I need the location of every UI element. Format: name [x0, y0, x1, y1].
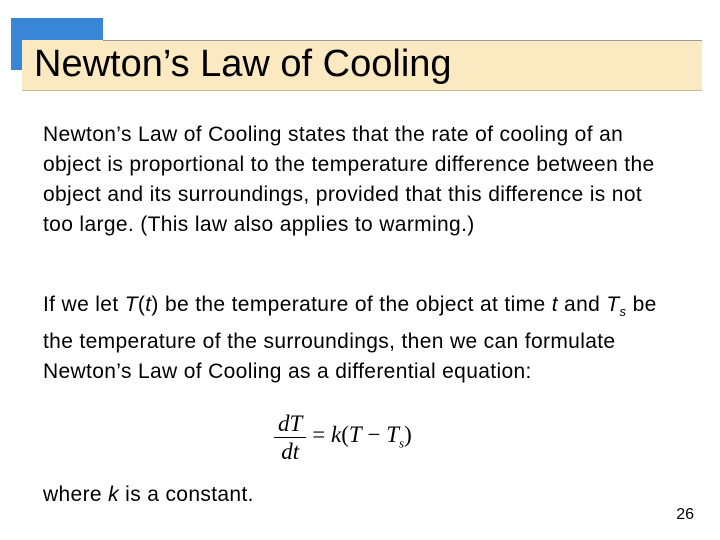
paragraph-variables-text: If we let — [43, 293, 125, 316]
equation-k: k — [331, 422, 342, 448]
equation-fraction — [274, 411, 306, 464]
equation-numerator: dT — [274, 411, 306, 438]
slide-title: Newton’s Law of Cooling — [34, 43, 452, 85]
variable-T: T — [124, 293, 138, 316]
equation-Ts: T — [386, 422, 399, 448]
variable-t: t — [145, 293, 152, 316]
paragraph-constant-text: where — [43, 483, 109, 506]
paragraph-constant-text: is a constant. — [119, 483, 254, 506]
paren-close: ) — [151, 293, 159, 316]
equation-minus: − — [367, 422, 381, 448]
paren-open: ( — [137, 293, 146, 316]
paragraph-variables-text: be the temperature of the surroundings, then we can formulate Newton’s Law of Cooling as a differential equation: — [43, 293, 657, 384]
equation-denominator: dt — [281, 438, 300, 464]
paragraph-definition: Newton’s Law of Cooling states that the rate of cooling of an object is proportional to the temperature difference between the object and its surroundings, provided that this difference is not too large. (This law also applies to warming.) — [43, 123, 655, 236]
variable-Ts-subscript: s — [619, 304, 627, 320]
cooling-equation — [274, 408, 412, 466]
page-number: 26 — [676, 506, 694, 523]
equation-lparen: ( — [341, 422, 349, 448]
paragraph-variables-text: and — [557, 293, 607, 316]
variable-k: k — [108, 483, 119, 506]
variable-Ts: T — [606, 293, 620, 316]
equation-rparen: ) — [404, 422, 412, 448]
variable-t: t — [551, 293, 558, 316]
equation-rhs — [312, 422, 411, 452]
equation-equals: = — [312, 422, 326, 448]
equation-Ts-subscript: s — [399, 435, 405, 451]
equation-T: T — [348, 422, 362, 448]
paragraph-variables-text: be the temperature of the object at time — [158, 293, 552, 316]
paragraph-variables — [43, 290, 673, 387]
paragraph-constant — [43, 480, 673, 510]
